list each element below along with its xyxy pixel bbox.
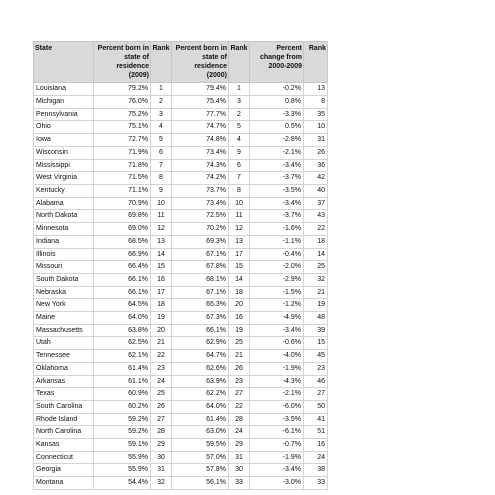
cell-change: -1.2% — [250, 299, 304, 312]
cell-change: -4.3% — [250, 375, 304, 388]
cell-rank-2000: 24 — [229, 426, 250, 439]
cell-rank-2009: 24 — [151, 375, 172, 388]
cell-rank-2000: 8 — [229, 185, 250, 198]
cell-pct-2009: 66.1% — [94, 273, 151, 286]
cell-pct-2009: 54.4% — [94, 477, 151, 490]
cell-state: South Dakota — [34, 273, 94, 286]
header-pct-2000: Percent born in state of residence (2000) — [172, 42, 229, 83]
cell-pct-2009: 59.2% — [94, 413, 151, 426]
cell-rank-2000: 2 — [229, 108, 250, 121]
cell-rank-change: 32 — [304, 273, 328, 286]
cell-pct-2000: 73.4% — [172, 146, 229, 159]
cell-rank-change: 43 — [304, 210, 328, 223]
cell-state: Kansas — [34, 439, 94, 452]
cell-rank-change: 18 — [304, 235, 328, 248]
cell-rank-2000: 15 — [229, 261, 250, 274]
header-rank-2000: Rank — [229, 42, 250, 83]
cell-rank-2009: 3 — [151, 108, 172, 121]
cell-pct-2000: 69.3% — [172, 235, 229, 248]
cell-change: -3.5% — [250, 413, 304, 426]
cell-pct-2009: 66.9% — [94, 248, 151, 261]
header-pct-2009: Percent born in state of residence (2009) — [94, 42, 151, 83]
cell-change: -2.1% — [250, 388, 304, 401]
cell-rank-change: 48 — [304, 312, 328, 325]
cell-state: Louisiana — [34, 83, 94, 96]
cell-state: Missouri — [34, 261, 94, 274]
cell-rank-2009: 1 — [151, 83, 172, 96]
cell-state: Mississippi — [34, 159, 94, 172]
table-row — [34, 324, 328, 337]
cell-pct-2009: 64.5% — [94, 299, 151, 312]
table-row — [34, 159, 328, 172]
cell-state: Nebraska — [34, 286, 94, 299]
cell-rank-2009: 30 — [151, 451, 172, 464]
cell-change: -6.0% — [250, 400, 304, 413]
cell-state: North Dakota — [34, 210, 94, 223]
cell-change: -3.7% — [250, 210, 304, 223]
cell-rank-2000: 29 — [229, 439, 250, 452]
cell-rank-2000: 20 — [229, 299, 250, 312]
cell-rank-2000: 9 — [229, 146, 250, 159]
cell-pct-2000: 67.1% — [172, 286, 229, 299]
cell-pct-2009: 69.8% — [94, 210, 151, 223]
cell-rank-2000: 16 — [229, 312, 250, 325]
cell-rank-change: 36 — [304, 159, 328, 172]
cell-pct-2009: 55.9% — [94, 451, 151, 464]
cell-rank-change: 37 — [304, 197, 328, 210]
cell-rank-2000: 28 — [229, 413, 250, 426]
cell-rank-2000: 21 — [229, 350, 250, 363]
table-row — [34, 388, 328, 401]
table-row — [34, 108, 328, 121]
cell-rank-2000: 26 — [229, 362, 250, 375]
cell-pct-2000: 67.8% — [172, 261, 229, 274]
cell-state: Montana — [34, 477, 94, 490]
cell-state: Ohio — [34, 121, 94, 134]
cell-rank-change: 39 — [304, 324, 328, 337]
cell-pct-2009: 60.9% — [94, 388, 151, 401]
cell-rank-2009: 28 — [151, 426, 172, 439]
table-row — [34, 134, 328, 147]
cell-pct-2009: 71.5% — [94, 172, 151, 185]
cell-pct-2009: 66.1% — [94, 286, 151, 299]
cell-state: Oklahoma — [34, 362, 94, 375]
header-row — [34, 42, 328, 83]
cell-rank-change: 33 — [304, 477, 328, 490]
cell-rank-2009: 13 — [151, 235, 172, 248]
cell-change: 0.8% — [250, 96, 304, 109]
cell-pct-2000: 61.4% — [172, 413, 229, 426]
table-row — [34, 185, 328, 198]
cell-rank-change: 8 — [304, 96, 328, 109]
table-row — [34, 439, 328, 452]
cell-state: Tennessee — [34, 350, 94, 363]
cell-rank-change: 50 — [304, 400, 328, 413]
cell-pct-2000: 74.3% — [172, 159, 229, 172]
cell-rank-change: 21 — [304, 286, 328, 299]
cell-rank-2009: 21 — [151, 337, 172, 350]
header-rank-change: Rank — [304, 42, 328, 83]
cell-state: Arkansas — [34, 375, 94, 388]
cell-rank-2000: 22 — [229, 400, 250, 413]
table-row — [34, 172, 328, 185]
cell-rank-2000: 7 — [229, 172, 250, 185]
cell-rank-change: 51 — [304, 426, 328, 439]
cell-pct-2009: 66.4% — [94, 261, 151, 274]
header-change: Percent change from 2000-2009 — [250, 42, 304, 83]
table-row — [34, 83, 328, 96]
cell-state: Kentucky — [34, 185, 94, 198]
cell-pct-2000: 74.7% — [172, 121, 229, 134]
cell-pct-2000: 62.2% — [172, 388, 229, 401]
cell-pct-2000: 63.9% — [172, 375, 229, 388]
cell-pct-2000: 56.1% — [172, 477, 229, 490]
cell-change: -4.0% — [250, 350, 304, 363]
cell-pct-2000: 73.7% — [172, 185, 229, 198]
cell-rank-2000: 27 — [229, 388, 250, 401]
cell-change: -1.5% — [250, 286, 304, 299]
table-row — [34, 426, 328, 439]
cell-rank-change: 10 — [304, 121, 328, 134]
cell-rank-2009: 8 — [151, 172, 172, 185]
cell-state: South Carolina — [34, 400, 94, 413]
cell-state: Wisconsin — [34, 146, 94, 159]
cell-rank-change: 40 — [304, 185, 328, 198]
cell-pct-2000: 65.3% — [172, 299, 229, 312]
cell-rank-change: 16 — [304, 439, 328, 452]
cell-rank-2009: 19 — [151, 312, 172, 325]
cell-rank-2009: 29 — [151, 439, 172, 452]
cell-pct-2009: 71.9% — [94, 146, 151, 159]
cell-state: Georgia — [34, 464, 94, 477]
table-row — [34, 350, 328, 363]
cell-rank-2000: 3 — [229, 96, 250, 109]
cell-state: Utah — [34, 337, 94, 350]
cell-state: New York — [34, 299, 94, 312]
table-row — [34, 400, 328, 413]
cell-rank-2000: 23 — [229, 375, 250, 388]
table-row — [34, 261, 328, 274]
cell-state: West Virginia — [34, 172, 94, 185]
table-container — [33, 41, 328, 490]
table-row — [34, 210, 328, 223]
cell-change: -2.9% — [250, 273, 304, 286]
cell-rank-2009: 17 — [151, 286, 172, 299]
cell-rank-2009: 12 — [151, 223, 172, 236]
header-state: State — [34, 42, 94, 83]
table-body — [34, 83, 328, 490]
table-row — [34, 451, 328, 464]
cell-change: -3.4% — [250, 197, 304, 210]
cell-rank-2000: 33 — [229, 477, 250, 490]
cell-rank-2009: 26 — [151, 400, 172, 413]
table-row — [34, 146, 328, 159]
cell-change: -1.9% — [250, 451, 304, 464]
cell-rank-2009: 20 — [151, 324, 172, 337]
cell-pct-2009: 76.0% — [94, 96, 151, 109]
cell-rank-2009: 9 — [151, 185, 172, 198]
cell-rank-2009: 22 — [151, 350, 172, 363]
cell-rank-change: 19 — [304, 299, 328, 312]
cell-pct-2000: 75.4% — [172, 96, 229, 109]
cell-rank-2000: 11 — [229, 210, 250, 223]
cell-pct-2009: 71.8% — [94, 159, 151, 172]
cell-rank-2000: 18 — [229, 286, 250, 299]
cell-change: -1.6% — [250, 223, 304, 236]
table-row — [34, 362, 328, 375]
cell-pct-2000: 68.1% — [172, 273, 229, 286]
cell-pct-2000: 67.1% — [172, 248, 229, 261]
cell-pct-2000: 74.8% — [172, 134, 229, 147]
cell-pct-2000: 67.3% — [172, 312, 229, 325]
cell-rank-change: 46 — [304, 375, 328, 388]
cell-rank-change: 13 — [304, 83, 328, 96]
cell-pct-2009: 55.9% — [94, 464, 151, 477]
cell-rank-2009: 16 — [151, 273, 172, 286]
cell-pct-2009: 60.2% — [94, 400, 151, 413]
cell-pct-2000: 70.2% — [172, 223, 229, 236]
cell-state: Connecticut — [34, 451, 94, 464]
cell-rank-2009: 5 — [151, 134, 172, 147]
cell-state: North Carolina — [34, 426, 94, 439]
cell-rank-change: 22 — [304, 223, 328, 236]
cell-rank-2000: 4 — [229, 134, 250, 147]
cell-pct-2009: 59.1% — [94, 439, 151, 452]
cell-pct-2009: 68.5% — [94, 235, 151, 248]
cell-change: -1.9% — [250, 362, 304, 375]
cell-rank-2009: 2 — [151, 96, 172, 109]
table-row — [34, 96, 328, 109]
cell-state: Illinois — [34, 248, 94, 261]
cell-rank-2000: 1 — [229, 83, 250, 96]
cell-pct-2000: 64.0% — [172, 400, 229, 413]
cell-pct-2009: 70.9% — [94, 197, 151, 210]
cell-rank-change: 27 — [304, 388, 328, 401]
table-row — [34, 273, 328, 286]
cell-state: Massachusetts — [34, 324, 94, 337]
cell-change: -3.4% — [250, 324, 304, 337]
cell-pct-2009: 79.2% — [94, 83, 151, 96]
cell-state: Minnesota — [34, 223, 94, 236]
cell-rank-change: 14 — [304, 248, 328, 261]
cell-change: -0.7% — [250, 439, 304, 452]
cell-rank-2009: 32 — [151, 477, 172, 490]
cell-state: Alabama — [34, 197, 94, 210]
cell-change: -3.3% — [250, 108, 304, 121]
cell-rank-2000: 31 — [229, 451, 250, 464]
cell-pct-2009: 62.5% — [94, 337, 151, 350]
cell-pct-2000: 73.4% — [172, 197, 229, 210]
cell-change: -2.8% — [250, 134, 304, 147]
cell-rank-2009: 25 — [151, 388, 172, 401]
cell-rank-2009: 11 — [151, 210, 172, 223]
cell-state: Pennsylvania — [34, 108, 94, 121]
cell-change: -3.0% — [250, 477, 304, 490]
cell-rank-2009: 7 — [151, 159, 172, 172]
cell-state: Maine — [34, 312, 94, 325]
cell-change: -0.6% — [250, 337, 304, 350]
cell-change: -3.5% — [250, 185, 304, 198]
cell-pct-2000: 66.1% — [172, 324, 229, 337]
cell-change: -3.4% — [250, 159, 304, 172]
cell-change: -1.1% — [250, 235, 304, 248]
cell-rank-change: 23 — [304, 362, 328, 375]
cell-pct-2000: 59.5% — [172, 439, 229, 452]
cell-pct-2000: 62.9% — [172, 337, 229, 350]
cell-rank-2000: 13 — [229, 235, 250, 248]
cell-pct-2009: 62.1% — [94, 350, 151, 363]
cell-rank-change: 41 — [304, 413, 328, 426]
cell-rank-2000: 6 — [229, 159, 250, 172]
cell-change: -0.4% — [250, 248, 304, 261]
cell-rank-2000: 17 — [229, 248, 250, 261]
cell-rank-2009: 23 — [151, 362, 172, 375]
cell-rank-2009: 6 — [151, 146, 172, 159]
cell-rank-2000: 12 — [229, 223, 250, 236]
cell-state: Texas — [34, 388, 94, 401]
cell-change: -3.7% — [250, 172, 304, 185]
cell-pct-2009: 75.1% — [94, 121, 151, 134]
cell-rank-2009: 27 — [151, 413, 172, 426]
cell-pct-2000: 62.6% — [172, 362, 229, 375]
cell-rank-2000: 19 — [229, 324, 250, 337]
table-row — [34, 197, 328, 210]
table-row — [34, 413, 328, 426]
cell-rank-2000: 14 — [229, 273, 250, 286]
cell-rank-change: 31 — [304, 134, 328, 147]
cell-rank-change: 15 — [304, 337, 328, 350]
cell-rank-change: 26 — [304, 146, 328, 159]
cell-pct-2009: 75.2% — [94, 108, 151, 121]
cell-pct-2000: 57.0% — [172, 451, 229, 464]
cell-rank-2009: 14 — [151, 248, 172, 261]
cell-pct-2009: 71.1% — [94, 185, 151, 198]
cell-rank-change: 38 — [304, 464, 328, 477]
cell-rank-2009: 4 — [151, 121, 172, 134]
cell-change: 0.5% — [250, 121, 304, 134]
table-row — [34, 464, 328, 477]
cell-pct-2009: 64.0% — [94, 312, 151, 325]
cell-rank-2009: 15 — [151, 261, 172, 274]
cell-change: -3.4% — [250, 464, 304, 477]
table-row — [34, 235, 328, 248]
cell-rank-change: 42 — [304, 172, 328, 185]
cell-state: Indiana — [34, 235, 94, 248]
cell-rank-change: 45 — [304, 350, 328, 363]
cell-pct-2009: 59.2% — [94, 426, 151, 439]
cell-pct-2000: 74.2% — [172, 172, 229, 185]
table-row — [34, 375, 328, 388]
cell-pct-2000: 79.4% — [172, 83, 229, 96]
table-row — [34, 286, 328, 299]
cell-pct-2009: 69.0% — [94, 223, 151, 236]
cell-pct-2000: 72.5% — [172, 210, 229, 223]
cell-rank-2000: 10 — [229, 197, 250, 210]
cell-state: Michigan — [34, 96, 94, 109]
cell-rank-2009: 31 — [151, 464, 172, 477]
header-rank-2009: Rank — [151, 42, 172, 83]
cell-pct-2009: 72.7% — [94, 134, 151, 147]
state-residence-table — [33, 41, 328, 490]
cell-rank-2000: 5 — [229, 121, 250, 134]
cell-rank-change: 24 — [304, 451, 328, 464]
cell-pct-2000: 63.0% — [172, 426, 229, 439]
cell-state: Iowa — [34, 134, 94, 147]
cell-rank-change: 35 — [304, 108, 328, 121]
cell-rank-2000: 25 — [229, 337, 250, 350]
cell-change: -2.0% — [250, 261, 304, 274]
cell-rank-2009: 10 — [151, 197, 172, 210]
cell-pct-2000: 57.8% — [172, 464, 229, 477]
cell-pct-2009: 63.8% — [94, 324, 151, 337]
cell-rank-2000: 30 — [229, 464, 250, 477]
table-row — [34, 121, 328, 134]
cell-pct-2009: 61.4% — [94, 362, 151, 375]
cell-pct-2000: 77.7% — [172, 108, 229, 121]
table-row — [34, 223, 328, 236]
cell-change: -6.1% — [250, 426, 304, 439]
table-row — [34, 477, 328, 490]
cell-pct-2000: 64.7% — [172, 350, 229, 363]
cell-change: -4.9% — [250, 312, 304, 325]
table-row — [34, 299, 328, 312]
cell-state: Rhode Island — [34, 413, 94, 426]
cell-rank-change: 25 — [304, 261, 328, 274]
cell-change: -0.2% — [250, 83, 304, 96]
table-row — [34, 312, 328, 325]
table-row — [34, 337, 328, 350]
table-row — [34, 248, 328, 261]
cell-rank-2009: 18 — [151, 299, 172, 312]
cell-change: -2.1% — [250, 146, 304, 159]
cell-pct-2009: 61.1% — [94, 375, 151, 388]
